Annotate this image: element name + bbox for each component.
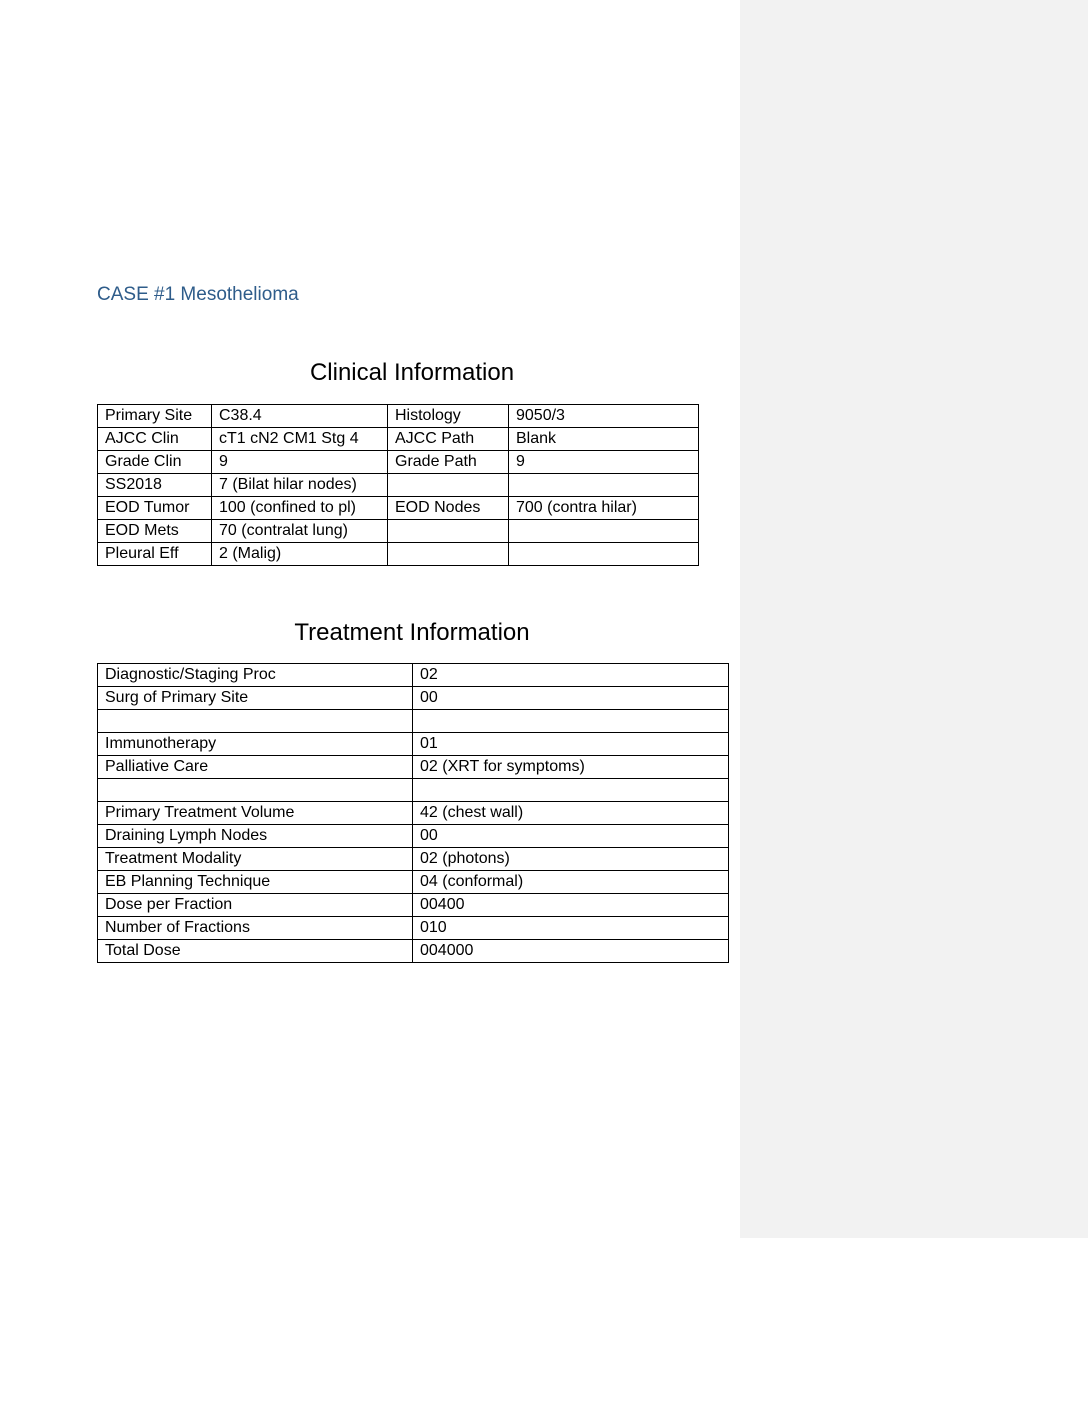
table-row xyxy=(98,894,729,917)
table-row xyxy=(98,825,729,848)
table-row xyxy=(98,451,699,474)
field-label-cell: Grade Clin xyxy=(98,451,212,474)
field-value-cell: 42 (chest wall) xyxy=(413,802,729,825)
field-value-cell: 70 (contralat lung) xyxy=(212,520,388,543)
field-value-cell: 00400 xyxy=(413,894,729,917)
field-label-cell: EOD Nodes xyxy=(388,497,509,520)
field-value-cell: 00 xyxy=(413,687,729,710)
field-value-cell: 01 xyxy=(413,733,729,756)
field-label-cell: Dose per Fraction xyxy=(98,894,413,917)
treatment-information-table xyxy=(97,663,729,963)
field-value-cell: 2 (Malig) xyxy=(212,543,388,566)
field-value-cell: 010 xyxy=(413,917,729,940)
field-label-cell: Grade Path xyxy=(388,451,509,474)
table-row xyxy=(98,497,699,520)
clinical-information-title: Clinical Information xyxy=(309,359,515,386)
field-label-cell: SS2018 xyxy=(98,474,212,497)
field-label-cell: Surg of Primary Site xyxy=(98,687,413,710)
field-label-cell: EOD Tumor xyxy=(98,497,212,520)
table-row xyxy=(98,756,729,779)
field-label-cell: Draining Lymph Nodes xyxy=(98,825,413,848)
field-label-cell: Number of Fractions xyxy=(98,917,413,940)
field-value-cell: 02 xyxy=(413,664,729,687)
field-value-cell: 02 (photons) xyxy=(413,848,729,871)
field-label-cell xyxy=(388,474,509,497)
field-value-cell: 700 (contra hilar) xyxy=(509,497,699,520)
field-label-cell: Primary Treatment Volume xyxy=(98,802,413,825)
field-value-cell: 04 (conformal) xyxy=(413,871,729,894)
field-value-cell: 004000 xyxy=(413,940,729,963)
field-value-cell xyxy=(413,779,729,802)
table-row xyxy=(98,940,729,963)
table-row xyxy=(98,802,729,825)
field-label-cell: Diagnostic/Staging Proc xyxy=(98,664,413,687)
field-value-cell: 9 xyxy=(509,451,699,474)
case-title: CASE #1 Mesothelioma xyxy=(97,284,299,305)
table-row xyxy=(98,520,699,543)
field-label-cell: Immunotherapy xyxy=(98,733,413,756)
table-row xyxy=(98,474,699,497)
field-label-cell xyxy=(98,710,413,733)
field-value-cell: 7 (Bilat hilar nodes) xyxy=(212,474,388,497)
field-value-cell: 9050/3 xyxy=(509,405,699,428)
comment-pane xyxy=(740,0,1088,1238)
field-value-cell xyxy=(509,474,699,497)
field-value-cell: 00 xyxy=(413,825,729,848)
field-label-cell: AJCC Path xyxy=(388,428,509,451)
table-row xyxy=(98,710,729,733)
field-label-cell: Primary Site xyxy=(98,405,212,428)
field-label-cell xyxy=(98,779,413,802)
field-value-cell: 02 (XRT for symptoms) xyxy=(413,756,729,779)
field-label-cell: EB Planning Technique xyxy=(98,871,413,894)
field-value-cell xyxy=(509,543,699,566)
table-row xyxy=(98,543,699,566)
field-label-cell: Total Dose xyxy=(98,940,413,963)
field-label-cell: AJCC Clin xyxy=(98,428,212,451)
table-row xyxy=(98,733,729,756)
clinical-information-table xyxy=(97,404,699,566)
table-row xyxy=(98,405,699,428)
field-value-cell: C38.4 xyxy=(212,405,388,428)
field-value-cell: 9 xyxy=(212,451,388,474)
table-row xyxy=(98,871,729,894)
table-row xyxy=(98,779,729,802)
field-value-cell xyxy=(413,710,729,733)
table-row xyxy=(98,917,729,940)
table-row xyxy=(98,848,729,871)
table-row xyxy=(98,687,729,710)
field-label-cell: Pleural Eff xyxy=(98,543,212,566)
field-value-cell: cT1 cN2 CM1 Stg 4 xyxy=(212,428,388,451)
field-label-cell xyxy=(388,543,509,566)
table-row xyxy=(98,428,699,451)
treatment-information-title: Treatment Information xyxy=(294,619,530,646)
field-value-cell xyxy=(509,520,699,543)
field-label-cell: Treatment Modality xyxy=(98,848,413,871)
field-label-cell: EOD Mets xyxy=(98,520,212,543)
field-label-cell xyxy=(388,520,509,543)
field-label-cell: Histology xyxy=(388,405,509,428)
field-value-cell: Blank xyxy=(509,428,699,451)
table-row xyxy=(98,664,729,687)
field-label-cell: Palliative Care xyxy=(98,756,413,779)
field-value-cell: 100 (confined to pl) xyxy=(212,497,388,520)
